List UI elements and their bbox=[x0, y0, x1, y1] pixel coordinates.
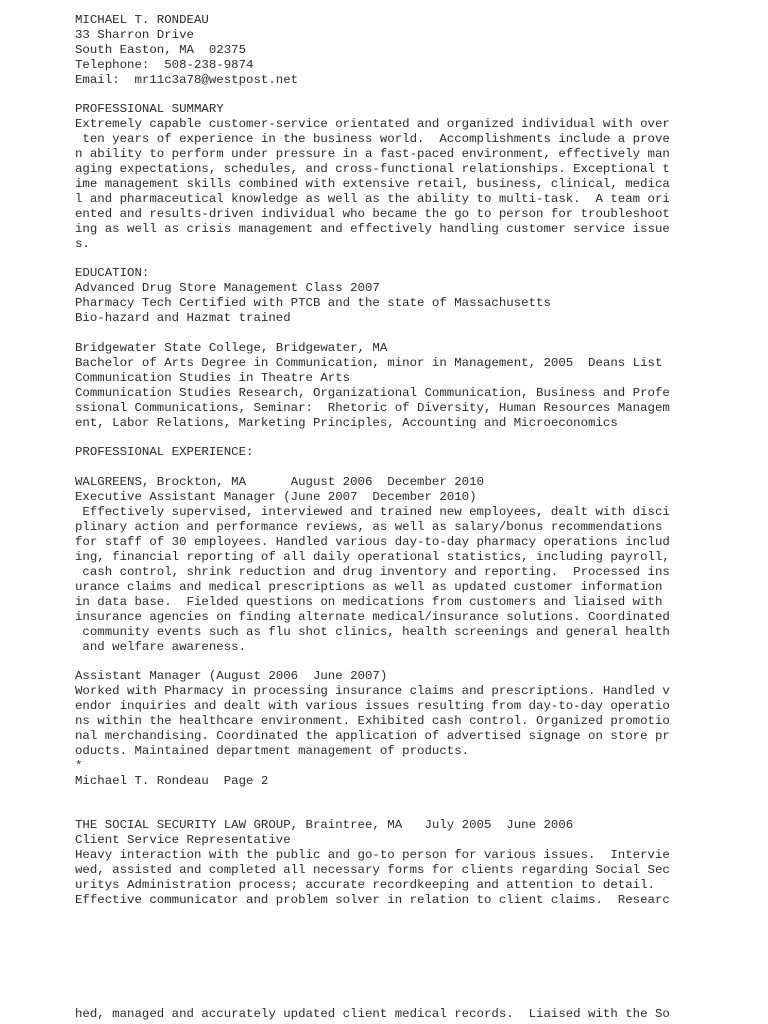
document-line: Communication Studies Research, Organizational Communication, Business and Profe bbox=[75, 386, 670, 400]
document-line: wed, assisted and completed all necessary forms for clients regarding Social Sec bbox=[75, 863, 670, 877]
document-line: Michael T. Rondeau Page 2 bbox=[75, 774, 269, 788]
document-line: ten years of experience in the business world. Accomplishments include a prove bbox=[75, 132, 670, 146]
document-line: ssional Communications, Seminar: Rhetoric of Diversity, Human Resources Managem bbox=[75, 401, 670, 415]
document-line: for staff of 30 employees. Handled various day-to-day pharmacy operations includ bbox=[75, 535, 670, 549]
document-line: Extremely capable customer-service orientated and organized individual with over bbox=[75, 117, 670, 131]
document-line: Bio-hazard and Hazmat trained bbox=[75, 311, 291, 325]
document-line: Pharmacy Tech Certified with PTCB and the state of Massachusetts bbox=[75, 296, 551, 310]
document-line: endor inquiries and dealt with various issues resulting from day-to-day operatio bbox=[75, 699, 670, 713]
document-line: and welfare awareness. bbox=[75, 640, 247, 654]
document-line: community events such as flu shot clinics, health screenings and general health bbox=[75, 625, 670, 639]
document-line: ing, financial reporting of all daily operational statistics, including payroll, bbox=[75, 550, 670, 564]
document-line: PROFESSIONAL EXPERIENCE: bbox=[75, 445, 254, 459]
document-line: uritys Administration process; accurate recordkeeping and attention to detail. bbox=[75, 878, 655, 892]
document-line: n ability to perform under pressure in a fast-paced environment, effectively man bbox=[75, 147, 670, 161]
document-line: cash control, shrink reduction and drug inventory and reporting. Processed ins bbox=[75, 565, 670, 579]
document-line: Telephone: 508-238-9874 bbox=[75, 58, 254, 72]
document-line: THE SOCIAL SECURITY LAW GROUP, Braintree, MA July 2005 June 2006 bbox=[75, 818, 574, 832]
document-line: insurance agencies on finding alternate medical/insurance solutions. Coordinated bbox=[75, 610, 670, 624]
document-line: ime management skills combined with extensive retail, business, clinical, medica bbox=[75, 177, 670, 191]
document-line: Effective communicator and problem solver in relation to client claims. Researc bbox=[75, 893, 670, 907]
document-line: PROFESSIONAL SUMMARY bbox=[75, 102, 224, 116]
document-line: WALGREENS, Brockton, MA August 2006 December 2010 bbox=[75, 475, 484, 489]
document-line: Client Service Representative bbox=[75, 833, 291, 847]
document-line: ent, Labor Relations, Marketing Principles, Accounting and Microeconomics bbox=[75, 416, 618, 430]
document-line: Worked with Pharmacy in processing insurance claims and prescriptions. Handled v bbox=[75, 684, 670, 698]
document-line: Assistant Manager (August 2006 June 2007) bbox=[75, 669, 388, 683]
document-line: Bridgewater State College, Bridgewater, MA bbox=[75, 341, 388, 355]
document-line: l and pharmaceutical knowledge as well as the ability to multi-task. A team ori bbox=[75, 192, 670, 206]
document-line: South Easton, MA 02375 bbox=[75, 43, 247, 57]
document-line: s. bbox=[75, 237, 90, 251]
document-line: Communication Studies in Theatre Arts bbox=[75, 371, 351, 385]
document-line: urance claims and medical prescriptions as well as updated customer information bbox=[75, 580, 663, 594]
document-line: ns within the healthcare environment. Exhibited cash control. Organized promotio bbox=[75, 714, 670, 728]
document-line: Heavy interaction with the public and go-to person for various issues. Intervie bbox=[75, 848, 670, 862]
document-line: Bachelor of Arts Degree in Communication, minor in Management, 2005 Deans List bbox=[75, 356, 663, 370]
document-line: * bbox=[75, 759, 83, 773]
document-line: hed, managed and accurately updated client medical records. Liaised with the So bbox=[75, 1007, 670, 1021]
document-line: ing as well as crisis management and effectively handling customer service issue bbox=[75, 222, 670, 236]
document-line: Email: mr11c3a78@westpost.net bbox=[75, 73, 299, 87]
document-line: Executive Assistant Manager (June 2007 December 2010) bbox=[75, 490, 477, 504]
document-line: plinary action and performance reviews, as well as salary/bonus recommendations bbox=[75, 520, 663, 534]
document-line: Effectively supervised, interviewed and trained new employees, dealt with disci bbox=[75, 505, 670, 519]
document-line: aging expectations, schedules, and cross-functional relationships. Exceptional t bbox=[75, 162, 670, 176]
document-line: ented and results-driven individual who became the go to person for troubleshoot bbox=[75, 207, 670, 221]
document-line: nal merchandising. Coordinated the application of advertised signage on store pr bbox=[75, 729, 670, 743]
document-line: Advanced Drug Store Management Class 2007 bbox=[75, 281, 380, 295]
document-line: EDUCATION: bbox=[75, 266, 150, 280]
document-line: in data base. Fielded questions on medications from customers and liaised with bbox=[75, 595, 663, 609]
document-line: MICHAEL T. RONDEAU bbox=[75, 13, 209, 27]
document-line: oducts. Maintained department management of products. bbox=[75, 744, 470, 758]
document-line: 33 Sharron Drive bbox=[75, 28, 194, 42]
